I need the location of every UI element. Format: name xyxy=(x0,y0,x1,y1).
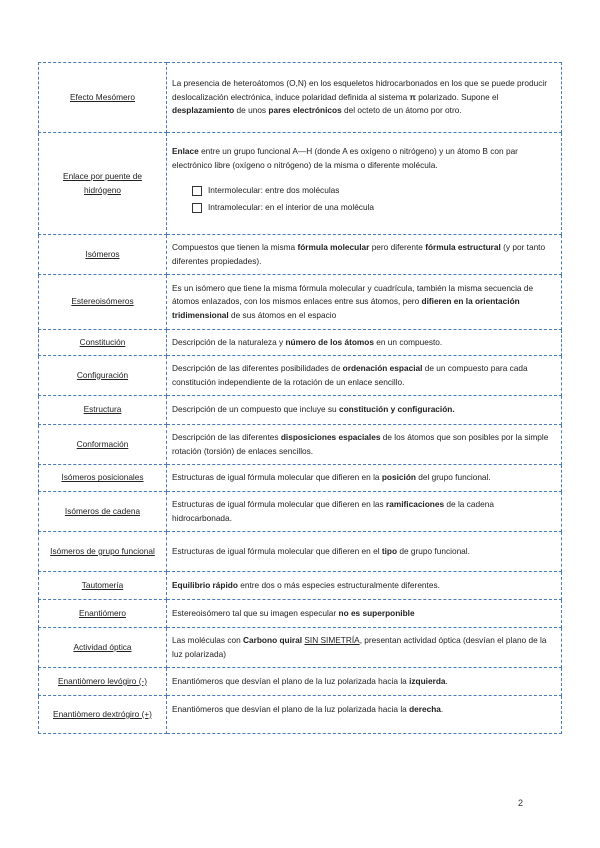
checkbox-icon[interactable] xyxy=(192,186,202,196)
definition-cell: Descripción de las diferentes posibilidades de ordenación espacial de un compuesto para cada constitución independiente de la rotación de un enlace sencillo. xyxy=(167,356,562,396)
term-cell: Tautomería xyxy=(39,572,167,600)
term-cell: Estructura xyxy=(39,396,167,425)
term-cell: Constitución xyxy=(39,330,167,356)
definition-cell: Descripción de un compuesto que incluye su constitución y configuración. xyxy=(167,396,562,425)
definition-cell: Compuestos que tienen la misma fórmula molecular pero diferente fórmula estructural (y por tanto diferentes propiedades). xyxy=(167,235,562,275)
definition-cell: Estructuras de igual fórmula molecular que difieren en las ramificaciones de la cadena hidrocarbonada. xyxy=(167,492,562,532)
term-cell: Enantiòmero dextrógiro (+) xyxy=(39,696,167,734)
table-row xyxy=(39,572,562,600)
checkbox-icon[interactable] xyxy=(192,203,202,213)
checkbox-item[interactable]: Intermolecular: entre dos moléculas xyxy=(192,182,556,199)
definition-cell: Estructuras de igual fórmula molecular que difieren en la posición del grupo funcional. xyxy=(167,465,562,492)
table-row xyxy=(39,330,562,356)
definition-cell: Es un isómero que tiene la misma fórmula molecular y cuadrícula, también la misma secuencia de átomos enlazados, con los mismos enlaces entre sus átomos, pero difieren en la orientación tridimensional de sus átomos en el espacio xyxy=(167,275,562,330)
table-row xyxy=(39,600,562,628)
table-row xyxy=(39,668,562,696)
table-row xyxy=(39,235,562,275)
table-row xyxy=(39,133,562,235)
definition-cell: Equilibrio rápido entre dos o más especies estructuralmente diferentes. xyxy=(167,572,562,600)
definition-cell: La presencia de heteroátomos (O,N) en los esqueletos hidrocarbonados en los que se puede producir deslocalización electrónica, induce polaridad definida al sistema π polarizado. Supone el desplazamiento de unos pares electrónicos del octeto de un átomo por otro. xyxy=(167,63,562,133)
term-cell: Efecto Mesómero xyxy=(39,63,167,133)
table-row xyxy=(39,275,562,330)
table-row xyxy=(39,425,562,465)
term-cell: Isómeros posicionales xyxy=(39,465,167,492)
term-cell: Estereoisómeros xyxy=(39,275,167,330)
glossary-table xyxy=(38,62,562,734)
page-number: 2 xyxy=(518,798,524,808)
table-row xyxy=(39,532,562,572)
table-row xyxy=(39,628,562,668)
table-row xyxy=(39,492,562,532)
table-row xyxy=(39,465,562,492)
checkbox-item[interactable]: Intramolecular: en el interior de una molécula xyxy=(192,199,556,216)
term-cell: Isómeros xyxy=(39,235,167,275)
definition-cell: Estructuras de igual fórmula molecular que difieren en el tipo de grupo funcional. xyxy=(167,532,562,572)
table-row xyxy=(39,696,562,734)
term-cell: Configuración xyxy=(39,356,167,396)
table-row xyxy=(39,63,562,133)
definition-cell: Descripción de la naturaleza y número de los átomos en un compuesto. xyxy=(167,330,562,356)
term-cell: Conformación xyxy=(39,425,167,465)
table-row xyxy=(39,356,562,396)
checkbox-list xyxy=(192,182,556,216)
term-cell: Actividad óptica xyxy=(39,628,167,668)
term-cell: Enantiómero xyxy=(39,600,167,628)
term-cell: Enlace por puente de hidrógeno xyxy=(39,133,167,235)
definition-cell: Las moléculas con Carbono quiral SIN SIMETRÍA, presentan actividad óptica (desvían el plano de la luz polarizada) xyxy=(167,628,562,668)
definition-cell: Enantiómeros que desvían el plano de la luz polarizada hacia la izquierda. xyxy=(167,668,562,696)
term-cell: Enantiòmero levógiro (-) xyxy=(39,668,167,696)
definition-cell: Estereoisómero tal que su imagen especular no es superponible xyxy=(167,600,562,628)
definition-cell: Enlace entre un grupo funcional A—H (donde A es oxígeno o nitrógeno) y un átomo B con par electrónico libre (oxígeno o nitrógeno) de la misma o diferente molécula. Intermolecular: entre dos moléculas Intramolecular: en el interior de una molécula xyxy=(167,133,562,235)
definition-cell: Descripción de las diferentes disposiciones espaciales de los átomos que son posibles por la simple rotación (torsión) de enlaces sencillos. xyxy=(167,425,562,465)
term-cell: Isómeros de cadena xyxy=(39,492,167,532)
term-cell: Isómeros de grupo funcional xyxy=(39,532,167,572)
table-row xyxy=(39,396,562,425)
definition-cell: Enantiómeros que desvían el plano de la luz polarizada hacia la derecha. xyxy=(167,696,562,734)
